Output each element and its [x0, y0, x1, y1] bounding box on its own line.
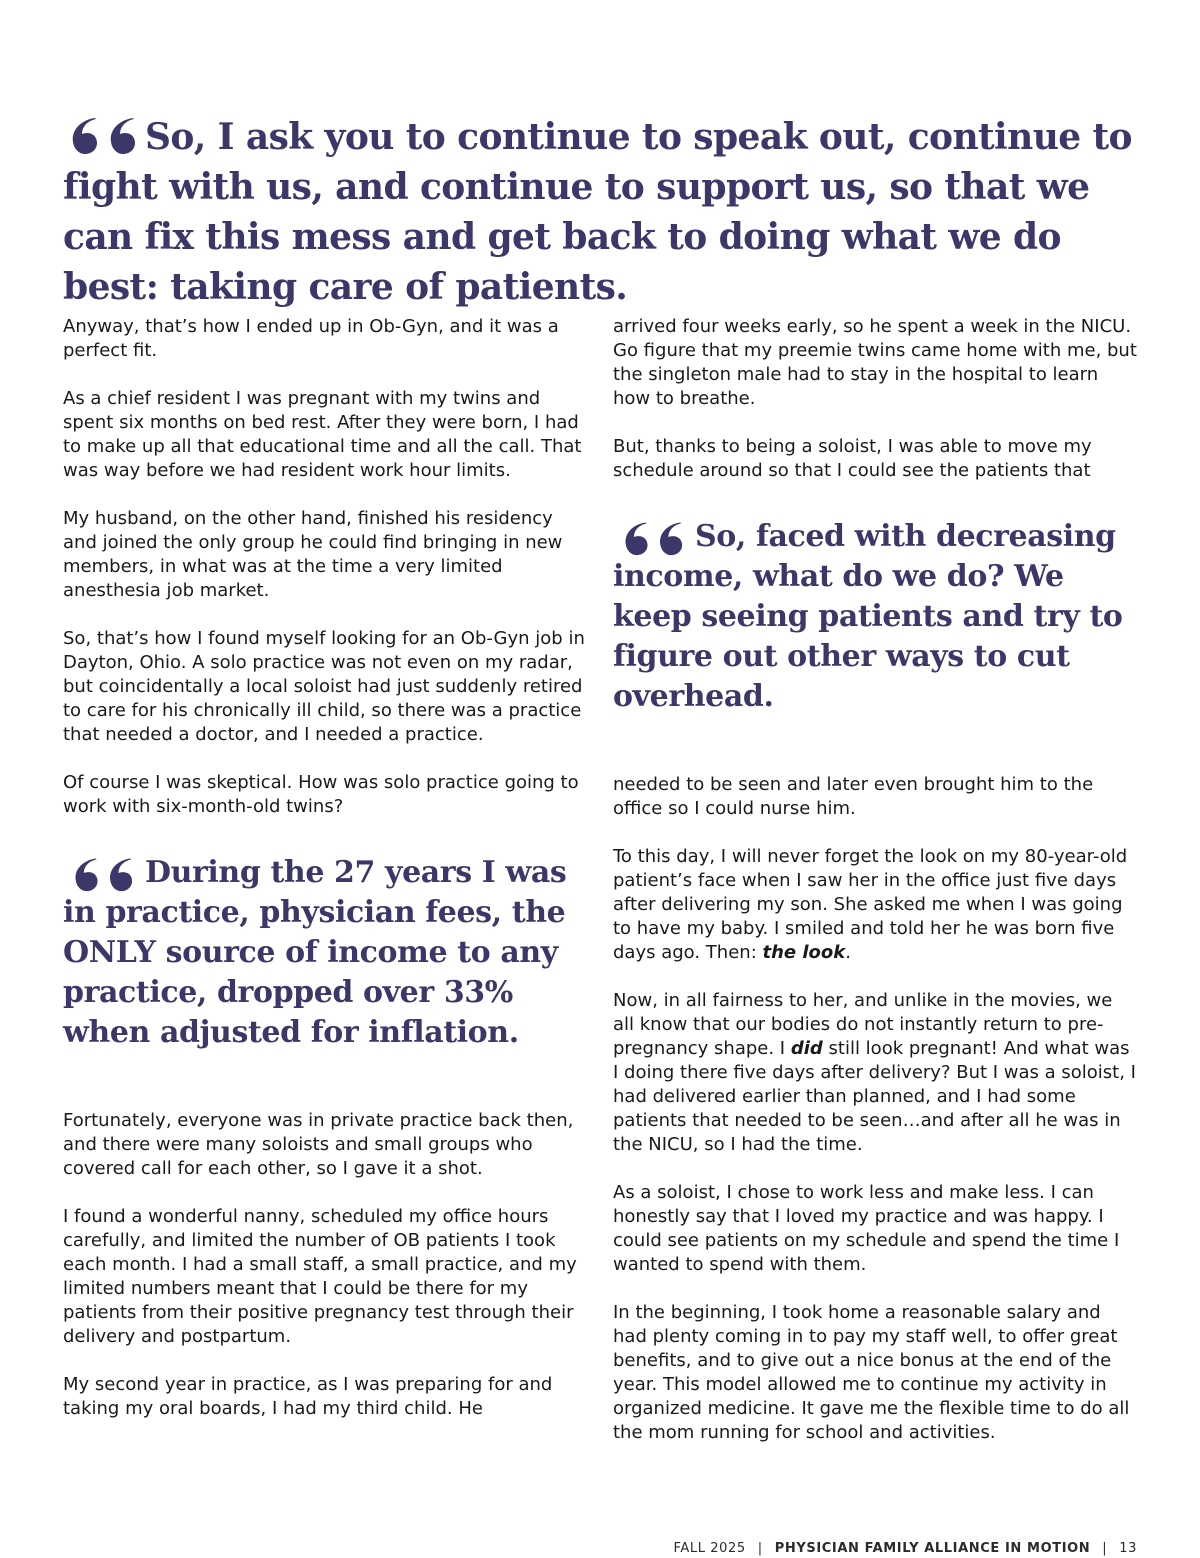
paragraph: My second year in practice, as I was preparing for and taking my oral boards, I had my third child. He — [63, 1374, 553, 1419]
left-quote-text: During the 27 years I was in practice, physician fees, the ONLY source of income to any practice, dropped over 33% when adjusted for inflation. — [63, 855, 567, 1050]
paragraph: In the beginning, I took home a reasonable salary and had plenty coming in to pay my staff well, to offer great benefits, and to give out a nice bonus at the end of the year. This model allowed me to continue my activity in organized medicine. It gave me the flexible time to do all the mom running for school and activities. — [613, 1302, 1130, 1443]
opening-quote-icon — [63, 853, 143, 893]
paragraph: Of course I was skeptical. How was solo practice going to work with six-month-old twins? — [63, 772, 579, 817]
paragraph-text: Now, in all fairness to her, and unlike in the movies, we all know that our bodies do not instantly return to pre-pregnancy shape. I — [613, 990, 1113, 1059]
paragraph: Fortunately, everyone was in private practice back then, and there were many soloists and small groups who covered call for each other, so I gave it a shot. — [63, 1110, 574, 1179]
opening-quote-icon — [63, 112, 143, 156]
paragraph-text: still look pregnant! And what was I doing there five days after delivery? But I was a soloist, I had delivered earlier than planned, and I had some patients that needed to be seen…and after all he was in the NICU, so I had the time. — [613, 1038, 1136, 1155]
top-quote-text: So, I ask you to continue to speak out, continue to fight with us, and continue to support us, so that we can fix this mess and get back to doing what we do best: taking care of patients. — [63, 116, 1132, 308]
paragraph: My husband, on the other hand, finished his residency and joined the only group he could find bringing in new members, in what was at the time a very limited anesthesia job market. — [63, 508, 563, 601]
right-quote-text: So, faced with decreasing income, what do we do? We keep seeing patients and try to figure out other ways to cut overhead. — [613, 519, 1123, 714]
paragraph: As a soloist, I chose to work less and make less. I can honestly say that I loved my practice and was happy. I could see patients on my schedule and spend the time I wanted to spend with them. — [613, 1182, 1120, 1275]
left-pull-quote — [63, 853, 588, 1053]
footer-separator: | — [1102, 1541, 1108, 1556]
right-column — [613, 315, 1138, 1469]
emphasis: the look — [762, 942, 846, 963]
opening-quote-icon — [613, 517, 693, 557]
top-pull-quote — [63, 112, 1143, 312]
right-pull-quote — [613, 517, 1138, 717]
paragraph: I found a wonderful nanny, scheduled my office hours carefully, and limited the number of OB patients I took each month. I had a small staff, a small practice, and my limited numbers meant that I could be there for my patients from their positive pregnancy test through their delivery and postpartum. — [63, 1206, 577, 1347]
paragraph-text: . — [845, 942, 851, 963]
emphasis: did — [790, 1038, 823, 1059]
page-footer — [673, 1541, 1137, 1556]
paragraph: But, thanks to being a soloist, I was able to move my schedule around so that I could see the patients that — [613, 436, 1092, 481]
paragraph: Anyway, that’s how I ended up in Ob-Gyn, and it was a perfect fit. — [63, 316, 559, 361]
left-column — [63, 315, 588, 1445]
publication-title: PHYSICIAN FAMILY ALLIANCE IN MOTION — [774, 1541, 1091, 1556]
paragraph-text: To this day, I will never forget the look on my 80-year-old patient’s face when I saw her in the office just five days after delivering my son. She asked me when I was going to have my baby. I smiled and told her he was born five days ago. Then: — [613, 846, 1128, 963]
paragraph — [613, 845, 1138, 965]
page-number: 13 — [1119, 1541, 1137, 1556]
footer-separator: | — [757, 1541, 763, 1556]
paragraph: needed to be seen and later even brought him to the office so I could nurse him. — [613, 774, 1094, 819]
paragraph: arrived four weeks early, so he spent a week in the NICU. Go figure that my preemie twins came home with me, but the singleton male had to stay in the hospital to learn how to breathe. — [613, 316, 1137, 409]
paragraph: As a chief resident I was pregnant with my twins and spent six months on bed rest. After they were born, I had to make up all that educational time and all the call. That was way before we had resident work hour limits. — [63, 388, 582, 481]
issue-label: FALL 2025 — [673, 1541, 746, 1556]
paragraph — [613, 989, 1138, 1157]
paragraph: So, that’s how I found myself looking for an Ob-Gyn job in Dayton, Ohio. A solo practice was not even on my radar, but coincidentally a local soloist had just suddenly retired to care for his chronically ill child, so there was a practice that needed a doctor, and I needed a practice. — [63, 628, 585, 745]
